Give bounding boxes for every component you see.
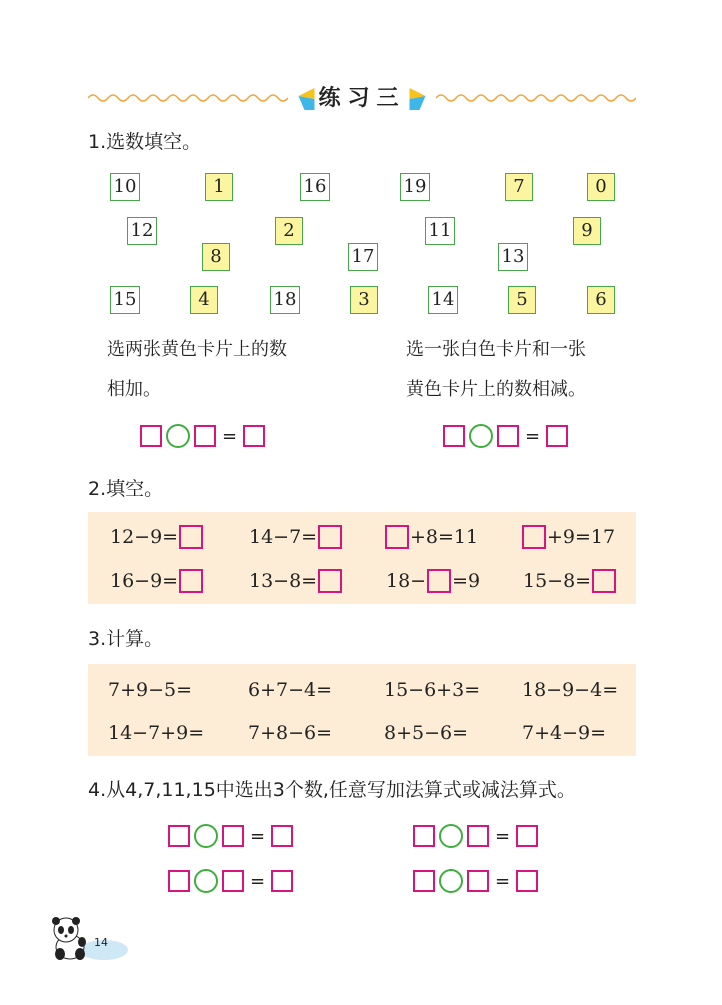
- yellow-number-card[interactable]: 7: [505, 173, 533, 201]
- white-number-card[interactable]: 18: [270, 286, 300, 314]
- expression: =9: [452, 570, 481, 592]
- instruction-right-line2: 黄色卡片上的数相减。: [406, 379, 586, 400]
- white-number-card[interactable]: 14: [428, 286, 458, 314]
- answer-box[interactable]: [318, 525, 342, 549]
- expression: 14−7=: [249, 526, 318, 548]
- answer-box[interactable]: [427, 569, 451, 593]
- expression: 15−8=: [523, 570, 592, 592]
- fill-problem: [523, 567, 617, 595]
- operator-circle[interactable]: [194, 824, 218, 848]
- title-bar: [88, 82, 636, 116]
- calc-problem: 18−9−4=: [522, 679, 619, 701]
- equation-template-5: [168, 868, 293, 894]
- expression: 18−: [386, 570, 427, 592]
- yellow-number-card[interactable]: 2: [275, 217, 303, 245]
- answer-box[interactable]: [522, 525, 546, 549]
- answer-box[interactable]: [243, 425, 265, 447]
- fill-problem: [384, 523, 478, 551]
- expression: +9=17: [547, 526, 616, 548]
- white-number-card[interactable]: 16: [300, 173, 330, 201]
- calc-problem: 7+9−5=: [108, 679, 193, 701]
- expression: 12−9=: [110, 526, 179, 548]
- calc-problem: 6+7−4=: [248, 679, 333, 701]
- equals-sign: =: [250, 825, 266, 847]
- yellow-number-card[interactable]: 8: [202, 243, 230, 271]
- expression: 16−9=: [110, 570, 179, 592]
- answer-box[interactable]: [413, 825, 435, 847]
- section-3-heading: 3.计算。: [88, 628, 164, 650]
- equation-template-3: [168, 823, 293, 849]
- instruction-right-line1: 选一张白色卡片和一张: [406, 339, 586, 360]
- answer-box[interactable]: [467, 870, 489, 892]
- page-title: [288, 82, 435, 116]
- operator-circle[interactable]: [194, 869, 218, 893]
- fill-problem: [249, 567, 343, 595]
- instruction-left-line2: 相加。: [107, 379, 161, 400]
- white-number-card[interactable]: 15: [110, 286, 140, 314]
- calc-problem: 8+5−6=: [384, 722, 469, 744]
- calc-problem: 15−6+3=: [384, 679, 481, 701]
- operator-circle[interactable]: [439, 824, 463, 848]
- answer-box[interactable]: [546, 425, 568, 447]
- page-number: 14: [94, 936, 108, 949]
- answer-box[interactable]: [179, 569, 203, 593]
- answer-box[interactable]: [140, 425, 162, 447]
- answer-box[interactable]: [194, 425, 216, 447]
- yellow-number-card[interactable]: 0: [587, 173, 615, 201]
- yellow-number-card[interactable]: 6: [587, 286, 615, 314]
- expression: 13−8=: [249, 570, 318, 592]
- section-4-heading: 4.从4,7,11,15中选出3个数,任意写加法算式或减法算式。: [88, 779, 576, 801]
- answer-box[interactable]: [516, 870, 538, 892]
- equation-template-6: [413, 868, 538, 894]
- equation-template-2: [443, 423, 568, 449]
- instruction-left-line1: 选两张黄色卡片上的数: [107, 339, 287, 360]
- white-number-card[interactable]: 17: [348, 243, 378, 271]
- panda-icon: [48, 914, 128, 964]
- page-title-text: 练习三: [318, 86, 406, 111]
- wave-line-left: [88, 92, 288, 104]
- equals-sign: =: [495, 870, 511, 892]
- instruction-left: [107, 330, 357, 410]
- answer-box[interactable]: [516, 825, 538, 847]
- answer-box[interactable]: [318, 569, 342, 593]
- answer-box[interactable]: [592, 569, 616, 593]
- answer-box[interactable]: [497, 425, 519, 447]
- fill-problem: [110, 523, 204, 551]
- white-number-card[interactable]: 19: [400, 173, 430, 201]
- equals-sign: =: [250, 870, 266, 892]
- equation-template-4: [413, 823, 538, 849]
- fill-problem: [110, 567, 204, 595]
- answer-box[interactable]: [222, 825, 244, 847]
- section-1-heading: 1.选数填空。: [88, 131, 202, 153]
- answer-box[interactable]: [179, 525, 203, 549]
- wave-line-right: [436, 92, 636, 104]
- operator-circle[interactable]: [166, 424, 190, 448]
- section-2-heading: 2.填空。: [88, 478, 164, 500]
- ribbon-left-icon: [298, 88, 314, 110]
- white-number-card[interactable]: 12: [127, 217, 157, 245]
- fill-problem: [386, 567, 480, 595]
- operator-circle[interactable]: [439, 869, 463, 893]
- operator-circle[interactable]: [469, 424, 493, 448]
- equals-sign: =: [222, 425, 238, 447]
- fill-problem: [249, 523, 343, 551]
- ribbon-right-icon: [410, 88, 426, 110]
- answer-box[interactable]: [271, 870, 293, 892]
- answer-box[interactable]: [168, 870, 190, 892]
- equals-sign: =: [495, 825, 511, 847]
- calc-problem: 7+8−6=: [248, 722, 333, 744]
- equation-template-1: [140, 423, 265, 449]
- answer-box[interactable]: [168, 825, 190, 847]
- answer-box[interactable]: [467, 825, 489, 847]
- calc-problem: 14−7+9=: [108, 722, 205, 744]
- equals-sign: =: [525, 425, 541, 447]
- fill-problem: [521, 523, 615, 551]
- answer-box[interactable]: [443, 425, 465, 447]
- expression: +8=11: [410, 526, 479, 548]
- yellow-number-card[interactable]: 9: [573, 217, 601, 245]
- yellow-number-card[interactable]: 3: [350, 286, 378, 314]
- instruction-right: [406, 330, 656, 410]
- answer-box[interactable]: [385, 525, 409, 549]
- answer-box[interactable]: [271, 825, 293, 847]
- white-number-card[interactable]: 11: [425, 217, 455, 245]
- answer-box[interactable]: [413, 870, 435, 892]
- yellow-number-card[interactable]: 5: [508, 286, 536, 314]
- yellow-number-card[interactable]: 1: [205, 173, 233, 201]
- white-number-card[interactable]: 10: [110, 173, 140, 201]
- yellow-number-card[interactable]: 4: [190, 286, 218, 314]
- calc-problem: 7+4−9=: [522, 722, 607, 744]
- answer-box[interactable]: [222, 870, 244, 892]
- white-number-card[interactable]: 13: [498, 243, 528, 271]
